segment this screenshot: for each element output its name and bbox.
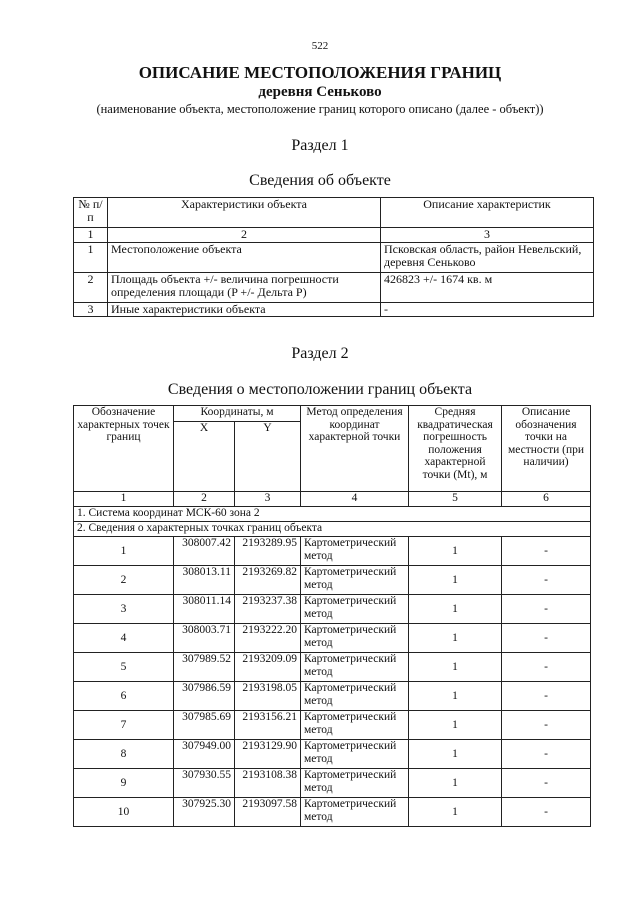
document-subtitle: деревня Сеньково xyxy=(258,84,382,100)
point-method-cell: Картометрический метод xyxy=(301,566,409,595)
cell: 426823 +/- 1674 кв. м xyxy=(381,273,594,303)
point-method-cell: Картометрический метод xyxy=(301,624,409,653)
cell: Иные характеристики объекта xyxy=(108,303,381,317)
point-x-cell: 307925.30 xyxy=(174,798,235,827)
section1-table-title: Сведения об объекте xyxy=(249,172,391,189)
header-coordinates: Координаты, м xyxy=(174,406,301,422)
table-row xyxy=(74,711,591,740)
table-row xyxy=(74,653,591,682)
table-row xyxy=(74,273,594,303)
point-n-cell: 7 xyxy=(74,711,174,740)
column-number: 4 xyxy=(301,492,409,507)
column-number-row xyxy=(74,228,594,243)
section2-table-title: Сведения о местоположении границ объекта xyxy=(167,381,473,398)
point-desc-cell: - xyxy=(502,653,591,682)
point-x-cell: 307986.59 xyxy=(174,682,235,711)
table-row xyxy=(74,624,591,653)
point-mt-cell: 1 xyxy=(409,740,502,769)
section-row xyxy=(74,507,591,522)
point-method-cell: Картометрический метод xyxy=(301,682,409,711)
point-desc-cell: - xyxy=(502,595,591,624)
point-x-cell: 307930.55 xyxy=(174,769,235,798)
object-info-table xyxy=(73,197,594,317)
points-section-title: 2. Сведения о характерных точках границ объекта xyxy=(74,522,591,537)
cell: Площадь объекта +/- величина погрешности определения площади (P +/- Дельта P) xyxy=(108,273,381,303)
header-description: Описание обозначения точки на местности (при наличии) xyxy=(502,406,591,492)
table-row xyxy=(74,303,594,317)
point-y-cell: 2193222.20 xyxy=(235,624,301,653)
column-number: 6 xyxy=(502,492,591,507)
table-header-row xyxy=(74,198,594,228)
boundary-points-table xyxy=(73,405,591,827)
point-n-cell: 2 xyxy=(74,566,174,595)
document-title: ОПИСАНИЕ МЕСТОПОЛОЖЕНИЯ ГРАНИЦ xyxy=(138,63,502,82)
point-x-cell: 308007.42 xyxy=(174,537,235,566)
cell: Псковская область, район Невельский, деревня Сеньково xyxy=(381,243,594,273)
point-desc-cell: - xyxy=(502,769,591,798)
cell: 1 xyxy=(74,243,108,273)
table-row xyxy=(74,243,594,273)
table-row xyxy=(74,798,591,827)
column-number: 5 xyxy=(409,492,502,507)
point-mt-cell: 1 xyxy=(409,682,502,711)
point-mt-cell: 1 xyxy=(409,769,502,798)
section-row xyxy=(74,522,591,537)
point-y-cell: 2193209.09 xyxy=(235,653,301,682)
table-header-row xyxy=(74,406,591,422)
point-desc-cell: - xyxy=(502,624,591,653)
point-n-cell: 3 xyxy=(74,595,174,624)
column-number: 1 xyxy=(74,228,108,243)
header-error: Средняя квадратическая погрешность положения характерной точки (Mt), м xyxy=(409,406,502,492)
point-y-cell: 2193108.38 xyxy=(235,769,301,798)
point-n-cell: 4 xyxy=(74,624,174,653)
point-n-cell: 10 xyxy=(74,798,174,827)
point-n-cell: 9 xyxy=(74,769,174,798)
point-mt-cell: 1 xyxy=(409,798,502,827)
point-method-cell: Картометрический метод xyxy=(301,711,409,740)
page-number: 522 xyxy=(311,40,329,52)
cell: - xyxy=(381,303,594,317)
point-desc-cell: - xyxy=(502,566,591,595)
point-mt-cell: 1 xyxy=(409,537,502,566)
point-y-cell: 2193237.38 xyxy=(235,595,301,624)
section2-heading: Раздел 2 xyxy=(291,345,349,362)
table-row xyxy=(74,740,591,769)
point-mt-cell: 1 xyxy=(409,595,502,624)
point-method-cell: Картометрический метод xyxy=(301,653,409,682)
cell: Местоположение объекта xyxy=(108,243,381,273)
header-x: X xyxy=(174,422,235,492)
point-n-cell: 5 xyxy=(74,653,174,682)
header-y: Y xyxy=(235,422,301,492)
cell: 2 xyxy=(74,273,108,303)
column-number-row xyxy=(74,492,591,507)
point-n-cell: 8 xyxy=(74,740,174,769)
header-method: Метод определения координат характерной точки xyxy=(301,406,409,492)
point-y-cell: 2193097.58 xyxy=(235,798,301,827)
point-method-cell: Картометрический метод xyxy=(301,740,409,769)
point-y-cell: 2193269.82 xyxy=(235,566,301,595)
point-method-cell: Картометрический метод xyxy=(301,595,409,624)
table-row xyxy=(74,537,591,566)
point-n-cell: 1 xyxy=(74,537,174,566)
column-number: 2 xyxy=(108,228,381,243)
point-method-cell: Картометрический метод xyxy=(301,537,409,566)
point-x-cell: 307949.00 xyxy=(174,740,235,769)
point-y-cell: 2193198.05 xyxy=(235,682,301,711)
point-x-cell: 308011.14 xyxy=(174,595,235,624)
point-desc-cell: - xyxy=(502,537,591,566)
cell: 3 xyxy=(74,303,108,317)
header-cell: Характеристики объекта xyxy=(108,198,381,228)
point-desc-cell: - xyxy=(502,740,591,769)
document-caption: (наименование объекта, местоположение границ которого описано (далее - объект)) xyxy=(96,102,544,116)
point-mt-cell: 1 xyxy=(409,624,502,653)
points-body xyxy=(74,537,591,827)
point-x-cell: 308003.71 xyxy=(174,624,235,653)
column-number: 3 xyxy=(381,228,594,243)
table-row xyxy=(74,682,591,711)
table-row xyxy=(74,769,591,798)
point-desc-cell: - xyxy=(502,682,591,711)
column-number: 2 xyxy=(174,492,235,507)
point-y-cell: 2193129.90 xyxy=(235,740,301,769)
point-desc-cell: - xyxy=(502,711,591,740)
point-desc-cell: - xyxy=(502,798,591,827)
point-mt-cell: 1 xyxy=(409,653,502,682)
point-method-cell: Картометрический метод xyxy=(301,798,409,827)
header-cell: Описание характеристик xyxy=(381,198,594,228)
point-mt-cell: 1 xyxy=(409,711,502,740)
point-x-cell: 307985.69 xyxy=(174,711,235,740)
point-y-cell: 2193156.21 xyxy=(235,711,301,740)
point-x-cell: 307989.52 xyxy=(174,653,235,682)
section1-heading: Раздел 1 xyxy=(291,137,349,154)
point-n-cell: 6 xyxy=(74,682,174,711)
point-y-cell: 2193289.95 xyxy=(235,537,301,566)
point-method-cell: Картометрический метод xyxy=(301,769,409,798)
header-point: Обозначение характерных точек границ xyxy=(74,406,174,492)
point-mt-cell: 1 xyxy=(409,566,502,595)
point-x-cell: 308013.11 xyxy=(174,566,235,595)
coordinate-system: 1. Система координат МСК-60 зона 2 xyxy=(74,507,591,522)
table-row xyxy=(74,595,591,624)
header-cell: № п/п xyxy=(74,198,108,228)
table-row xyxy=(74,566,591,595)
column-number: 1 xyxy=(74,492,174,507)
column-number: 3 xyxy=(235,492,301,507)
